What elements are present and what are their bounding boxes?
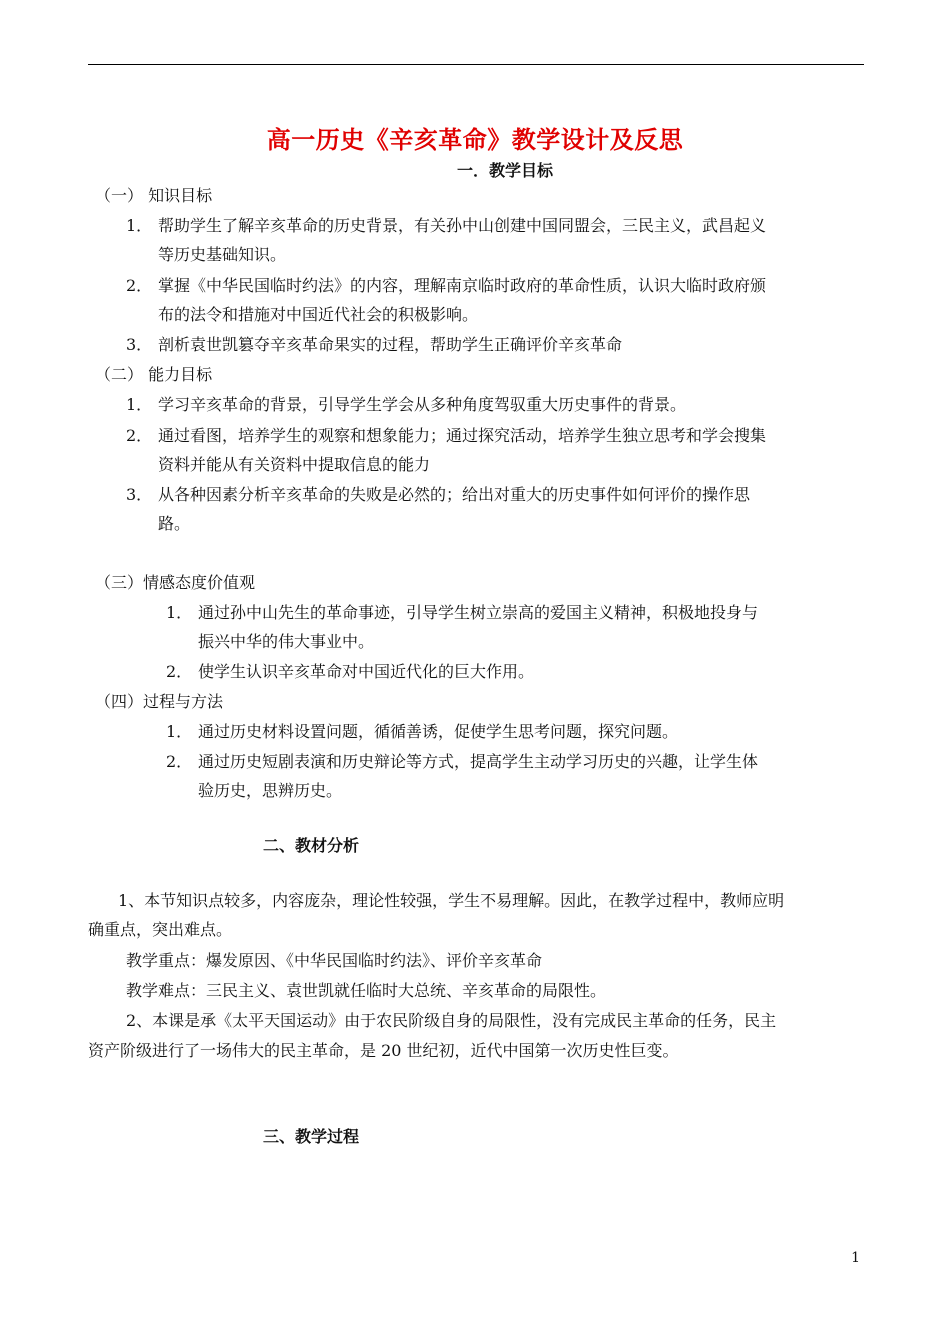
list-item-text: 验历史，思辨历史。 [198,781,343,800]
document-title: 高一历史《辛亥革命》教学设计及反思 [266,125,684,154]
sub-heading-ability: （二） 能力目标 [95,365,213,384]
list-item-text: 通过看图，培养学生的观察和想象能力；通过探究活动，培养学生独立思考和学会搜集 [158,426,767,445]
section-heading-objectives: 一．教学目标 [456,161,553,180]
page-number: 1 [851,1250,860,1266]
section-heading-process: 三、教学过程 [263,1127,360,1146]
key-points: 教学重点：爆发原因、《中华民国临时约法》、评价辛亥革命 [126,951,543,970]
list-item-text: 资料并能从有关资料中提取信息的能力 [158,455,431,474]
list-item-text: 剖析袁世凯篡夺辛亥革命果实的过程，帮助学生正确评价辛亥革命 [158,335,623,354]
list-item-text: 振兴中华的伟大事业中。 [198,632,375,651]
list-item-text: 通过孙中山先生的革命事迹，引导学生树立崇高的爱国主义精神，积极地投身与 [198,603,759,622]
list-num: 2． [166,662,193,681]
sub-heading-knowledge: （一） 知识目标 [95,186,213,205]
list-num: 1． [126,395,153,414]
list-item-text: 学习辛亥革命的背景，引导学生学会从多种角度驾驭重大历史事件的背景。 [158,395,687,414]
list-item-text: 从各种因素分析辛亥革命的失败是必然的；给出对重大的历史事件如何评价的操作思 [158,485,751,504]
list-num: 2． [126,276,153,295]
header-rule [88,64,864,65]
list-num: 3． [126,485,153,504]
difficult-points: 教学难点：三民主义、袁世凯就任临时大总统、辛亥革命的局限性。 [126,981,607,1000]
list-num: 2． [166,752,193,771]
list-item-text: 使学生认识辛亥革命对中国近代化的巨大作用。 [198,662,535,681]
paragraph-line: 确重点，突出难点。 [88,920,233,939]
sub-heading-attitude: （三）情感态度价值观 [95,573,256,592]
list-item-text: 通过历史短剧表演和历史辩论等方式，提高学生主动学习历史的兴趣，让学生体 [198,752,759,771]
list-num: 1． [166,722,193,741]
list-item-text: 掌握《中华民国临时约法》的内容，理解南京临时政府的革命性质，认识大临时政府颁 [158,276,767,295]
paragraph-line: 资产阶级进行了一场伟大的民主革命，是 20 世纪初，近代中国第一次历史性巨变。 [88,1041,679,1060]
list-item-text: 路。 [158,514,191,533]
list-item-text: 帮助学生了解辛亥革命的历史背景，有关孙中山创建中国同盟会，三民主义，武昌起义 [158,216,767,235]
list-item-text: 布的法令和措施对中国近代社会的积极影响。 [158,305,479,324]
list-item-text: 通过历史材料设置问题，循循善诱，促使学生思考问题，探究问题。 [198,722,679,741]
list-num: 1． [166,603,193,622]
list-num: 2． [126,426,153,445]
sub-heading-process: （四）过程与方法 [95,692,224,711]
section-heading-analysis: 二、教材分析 [263,836,360,855]
paragraph-line: 2、本课是承《太平天国运动》由于农民阶级自身的局限性，没有完成民主革命的任务，民主 [126,1011,777,1030]
list-num: 1． [126,216,153,235]
list-item-text: 等历史基础知识。 [158,245,287,264]
list-num: 3． [126,335,153,354]
paragraph-line: 1、本节知识点较多，内容庞杂，理论性较强，学生不易理解。因此，在教学过程中，教师应明 [118,891,785,910]
